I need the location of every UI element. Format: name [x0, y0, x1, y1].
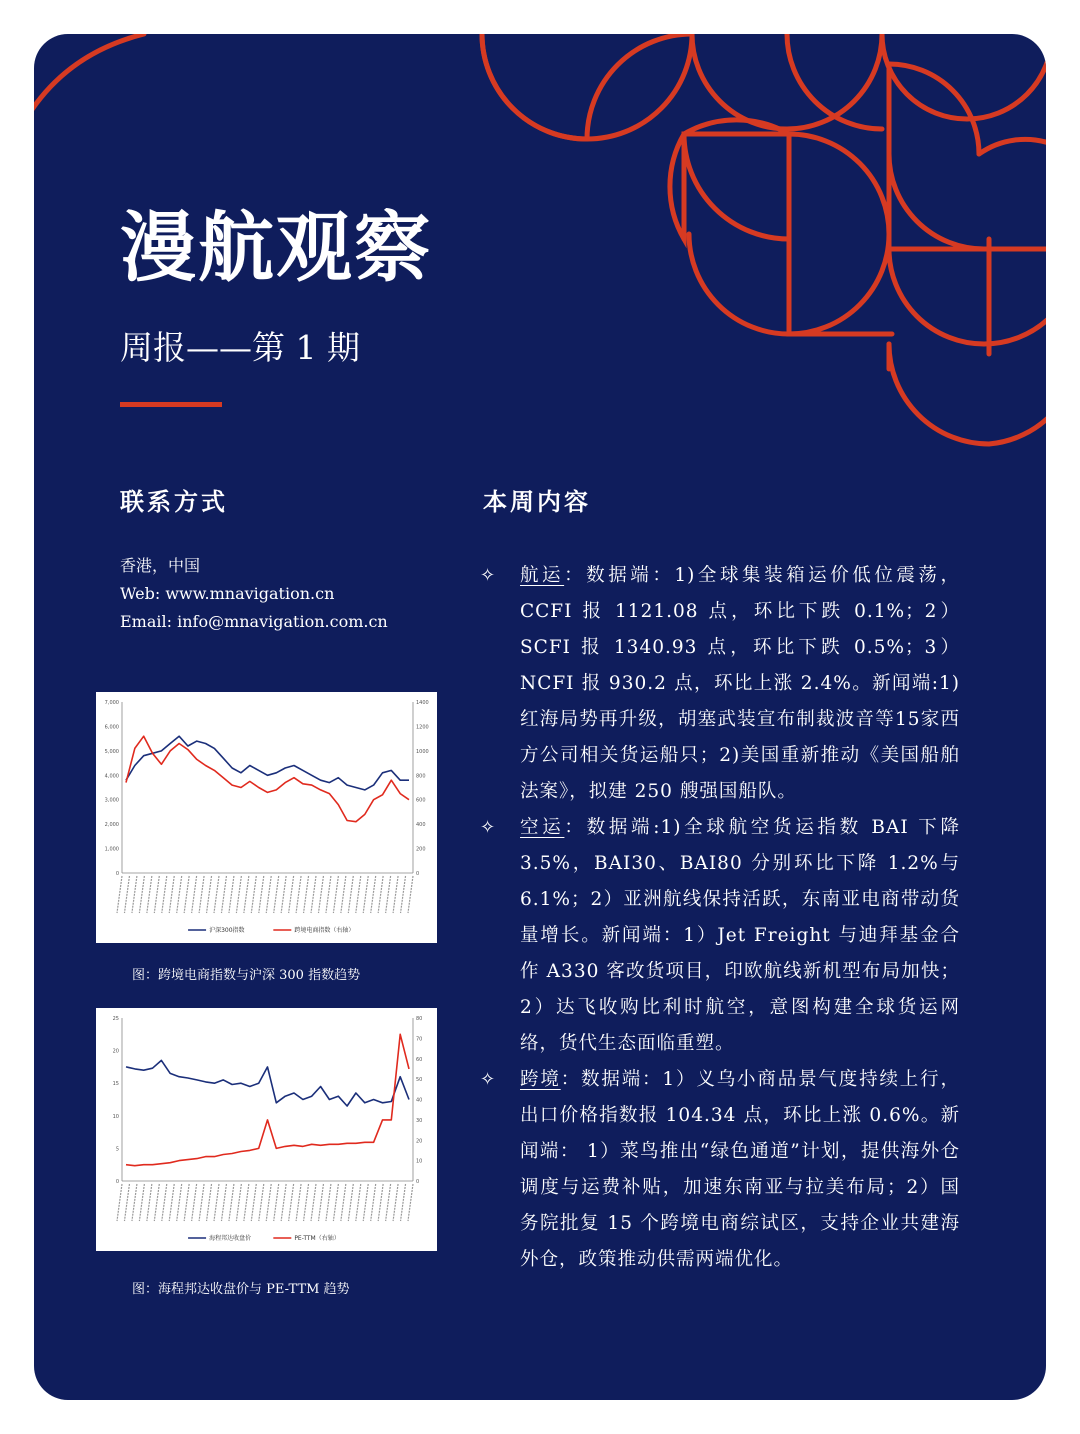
x-tick-mark	[408, 876, 413, 913]
y-left-tick-label: 7,000	[104, 700, 119, 706]
series-line-primary	[126, 1060, 409, 1106]
y-left-tick-label: 15	[112, 1081, 119, 1088]
y-left-tick-label: 3,000	[104, 797, 119, 804]
y-right-tick-label: 0	[416, 1179, 420, 1185]
y-right-tick-label: 1200	[416, 724, 429, 731]
x-tick-mark	[266, 876, 271, 913]
contact-email-link[interactable]: Email: info@mnavigation.com.cn	[120, 612, 388, 631]
x-tick-mark	[132, 1184, 137, 1221]
x-tick-mark	[184, 876, 189, 913]
x-tick-mark	[259, 1184, 264, 1221]
series-line-secondary	[126, 1034, 409, 1165]
x-tick-mark	[154, 1184, 159, 1221]
item-text: ：数据端:1)全球航空货运指数 BAI 下降 3.5%，BAI30、BAI80 分别环比下降 1.2%与 6.1%；2）亚洲航线保持活跃，东南亚电商带动货量增长。新闻端：1）Jet Freight 与迪拜基金合作 A330 客改货项目，印欧航线新机型布局加快；2）达飞收购比利时航空，意图构建全球货运网络，货代生态面临重塑。	[520, 817, 960, 1054]
x-tick-mark	[169, 1184, 174, 1221]
x-tick-mark	[244, 1184, 249, 1221]
x-tick-mark	[221, 876, 226, 913]
chart-1	[96, 692, 437, 943]
x-tick-mark	[199, 876, 204, 913]
contact-location: 香港，中国	[120, 556, 201, 575]
x-tick-mark	[236, 1184, 241, 1221]
x-tick-mark	[304, 1184, 309, 1221]
y-left-tick-label: 0	[115, 1179, 119, 1185]
x-tick-mark	[274, 1184, 279, 1221]
chart-2-caption: 图：海程邦达收盘价与 PE-TTM 趋势	[132, 1282, 350, 1297]
x-tick-mark	[251, 876, 256, 913]
item-category: 航运	[520, 565, 565, 586]
x-tick-mark	[117, 876, 122, 913]
contact-heading: 联系方式	[120, 487, 228, 516]
x-tick-mark	[311, 876, 316, 913]
x-tick-mark	[348, 1184, 353, 1221]
x-tick-mark	[214, 1184, 219, 1221]
x-tick-mark	[289, 1184, 294, 1221]
series-line-primary	[126, 736, 409, 790]
x-tick-mark	[214, 876, 219, 913]
x-tick-mark	[147, 876, 152, 913]
x-tick-mark	[177, 1184, 182, 1221]
y-right-tick-label: 600	[416, 797, 426, 804]
y-right-tick-label: 400	[416, 822, 426, 829]
x-tick-mark	[356, 1184, 361, 1221]
title-divider	[120, 402, 222, 407]
y-left-tick-label: 0	[115, 871, 119, 877]
chart-1-frame	[96, 692, 437, 943]
x-tick-mark	[318, 876, 323, 913]
x-tick-mark	[393, 1184, 398, 1221]
x-tick-mark	[192, 876, 197, 913]
chart-1-caption: 图：跨境电商指数与沪深 300 指数趋势	[132, 968, 361, 983]
y-left-tick-label: 5,000	[104, 748, 119, 755]
x-tick-mark	[184, 1184, 189, 1221]
item-text: ：数据端：1)全球集装箱运价低位震荡，CCFI 报 1121.08 点，环比下跌 0.1%；2）SCFI 报 1340.93 点，环比下跌 0.5%；3）NCFI 报 930.2 点，环比上涨 2.4%。新闻端:1) 红海局势再升级，胡塞武装宣布制裁波音等15家西方公司相关货运船只；2)美国重新推动《美国船舶法案》，拟建 250 艘强国船队。	[520, 565, 960, 802]
x-tick-mark	[363, 1184, 368, 1221]
x-tick-mark	[117, 1184, 122, 1221]
y-left-tick-label: 5	[115, 1146, 119, 1153]
x-tick-mark	[207, 1184, 212, 1221]
x-tick-mark	[289, 876, 294, 913]
y-right-tick-label: 30	[416, 1117, 423, 1124]
x-tick-mark	[281, 1184, 286, 1221]
x-tick-mark	[408, 1184, 413, 1221]
x-tick-mark	[124, 876, 129, 913]
list-item-shipping	[480, 558, 960, 810]
x-tick-mark	[304, 876, 309, 913]
y-right-tick-label: 1000	[416, 748, 429, 755]
x-tick-mark	[281, 876, 286, 913]
x-tick-mark	[139, 1184, 144, 1221]
x-tick-mark	[221, 1184, 226, 1221]
list-item-air-freight	[480, 810, 960, 1062]
x-tick-mark	[154, 876, 159, 913]
x-tick-mark	[318, 1184, 323, 1221]
x-tick-mark	[326, 1184, 331, 1221]
y-right-tick-label: 70	[416, 1036, 423, 1043]
x-tick-mark	[296, 1184, 301, 1221]
chart-2-frame	[96, 1008, 437, 1251]
x-tick-mark	[296, 876, 301, 913]
x-tick-mark	[333, 1184, 338, 1221]
y-right-tick-label: 1400	[416, 700, 429, 706]
item-category: 空运	[520, 817, 565, 838]
y-right-tick-label: 60	[416, 1056, 423, 1063]
x-tick-mark	[132, 876, 137, 913]
list-item-cross-border	[480, 1062, 960, 1278]
y-left-tick-label: 10	[112, 1113, 119, 1120]
series-line-secondary	[126, 736, 409, 822]
sparkle-bullet-icon: ✧	[480, 565, 497, 586]
x-tick-mark	[386, 1184, 391, 1221]
y-left-tick-label: 2,000	[104, 822, 119, 829]
x-tick-mark	[162, 1184, 167, 1221]
y-right-tick-label: 800	[416, 773, 426, 780]
cover-card	[34, 34, 1046, 1400]
x-tick-mark	[401, 1184, 406, 1221]
chart-2	[96, 1008, 437, 1251]
x-tick-mark	[341, 1184, 346, 1221]
legend-label: 海程邦达收盘价	[209, 1235, 252, 1242]
sparkle-bullet-icon: ✧	[480, 817, 497, 838]
x-tick-mark	[236, 876, 241, 913]
x-tick-mark	[378, 1184, 383, 1221]
x-tick-mark	[192, 1184, 197, 1221]
y-right-tick-label: 0	[416, 871, 420, 877]
item-text: ：数据端：1）义乌小商品景气度持续上行，出口价格指数报 104.34 点，环比上涨 0.6%。新闻端： 1）菜鸟推出“绿色通道”计划，提供海外仓调度与运费补贴，加速东南亚与拉美布局；2）国务院批复 15 个跨境电商综试区，支持企业共建海外仓，政策推动供需两端优化。	[520, 1069, 960, 1270]
x-tick-mark	[147, 1184, 152, 1221]
y-left-tick-label: 6,000	[104, 724, 119, 731]
contact-web-link[interactable]: Web: www.mnavigation.cn	[120, 584, 335, 603]
x-tick-mark	[371, 876, 376, 913]
x-tick-mark	[229, 876, 234, 913]
y-right-tick-label: 20	[416, 1138, 423, 1145]
contents-heading: 本周内容	[483, 487, 591, 516]
x-tick-mark	[169, 876, 174, 913]
x-tick-mark	[124, 1184, 129, 1221]
weekly-content-list	[480, 558, 960, 1278]
x-tick-mark	[266, 1184, 271, 1221]
y-left-tick-label: 20	[112, 1048, 119, 1055]
x-tick-mark	[333, 876, 338, 913]
x-tick-mark	[229, 1184, 234, 1221]
sparkle-bullet-icon: ✧	[480, 1069, 497, 1090]
y-right-tick-label: 40	[416, 1097, 423, 1104]
x-tick-mark	[139, 876, 144, 913]
x-tick-mark	[348, 876, 353, 913]
x-tick-mark	[393, 876, 398, 913]
x-tick-mark	[177, 876, 182, 913]
x-tick-mark	[363, 876, 368, 913]
x-tick-mark	[162, 876, 167, 913]
legend-label: 沪深300指数	[209, 927, 245, 934]
x-tick-mark	[371, 1184, 376, 1221]
y-right-tick-label: 200	[416, 846, 426, 853]
issue-subtitle: 周报——第 1 期	[120, 328, 360, 367]
x-tick-mark	[311, 1184, 316, 1221]
x-tick-mark	[326, 876, 331, 913]
item-category: 跨境	[520, 1069, 561, 1090]
x-tick-mark	[356, 876, 361, 913]
y-left-tick-label: 1,000	[104, 846, 119, 853]
x-tick-mark	[199, 1184, 204, 1221]
y-right-tick-label: 50	[416, 1077, 423, 1084]
legend-label: 跨境电商指数（右轴）	[294, 927, 355, 934]
contact-info	[120, 552, 388, 636]
y-right-tick-label: 80	[416, 1016, 423, 1022]
x-tick-mark	[386, 876, 391, 913]
x-tick-mark	[251, 1184, 256, 1221]
page-title: 漫航观察	[120, 203, 432, 292]
x-tick-mark	[207, 876, 212, 913]
x-tick-mark	[259, 876, 264, 913]
y-left-tick-label: 4,000	[104, 773, 119, 780]
y-right-tick-label: 10	[416, 1158, 423, 1165]
y-left-tick-label: 25	[112, 1016, 119, 1022]
x-tick-mark	[401, 876, 406, 913]
x-tick-mark	[378, 876, 383, 913]
x-tick-mark	[341, 876, 346, 913]
x-tick-mark	[244, 876, 249, 913]
x-tick-mark	[274, 876, 279, 913]
legend-label: PE-TTM（右轴）	[294, 1235, 340, 1242]
